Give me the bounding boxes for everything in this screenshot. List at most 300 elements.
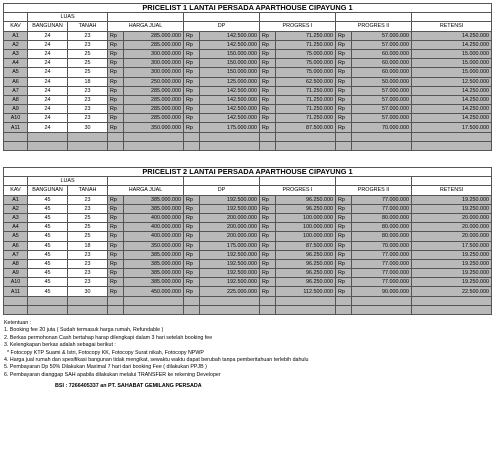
table-row bbox=[4, 59, 492, 68]
cell-harga: 285.000.000 bbox=[124, 31, 184, 40]
cell-ret: 19.250.000 bbox=[412, 204, 492, 213]
currency-cell: Rp bbox=[260, 40, 276, 49]
currency-cell: Rp bbox=[108, 105, 124, 114]
currency-cell: Rp bbox=[336, 114, 352, 123]
header-kav: KAV bbox=[4, 22, 28, 31]
cell-bangunan: 24 bbox=[28, 68, 68, 77]
header-progres-1: PROGRES I bbox=[260, 186, 336, 195]
cell-tanah: 23 bbox=[68, 259, 108, 268]
currency-cell: Rp bbox=[336, 250, 352, 259]
currency-cell: Rp bbox=[336, 269, 352, 278]
cell-dp: 142.500.000 bbox=[200, 40, 260, 49]
cell-dp: 142.500.000 bbox=[200, 86, 260, 95]
currency-cell: Rp bbox=[336, 232, 352, 241]
cell-tanah: 23 bbox=[68, 31, 108, 40]
currency-cell: Rp bbox=[336, 105, 352, 114]
cell-kav: A3 bbox=[4, 49, 28, 58]
cell-ret: 19.250.000 bbox=[412, 259, 492, 268]
cell-dp: 175.000.000 bbox=[200, 123, 260, 132]
currency-cell: Rp bbox=[108, 59, 124, 68]
currency-cell: Rp bbox=[184, 278, 200, 287]
cell-kav: A11 bbox=[4, 123, 28, 132]
cell-p1: 112.500.000 bbox=[276, 287, 336, 296]
cell-bangunan: 45 bbox=[28, 259, 68, 268]
cell-harga: 400.000.000 bbox=[124, 232, 184, 241]
cell-harga: 385.000.000 bbox=[124, 259, 184, 268]
cell-tanah: 25 bbox=[68, 213, 108, 222]
cell-dp: 142.500.000 bbox=[200, 31, 260, 40]
currency-cell: Rp bbox=[260, 31, 276, 40]
cell-ret: 12.500.000 bbox=[412, 77, 492, 86]
cell-dp: 150.000.000 bbox=[200, 49, 260, 58]
cell-dp: 175.000.000 bbox=[200, 241, 260, 250]
cell-dp: 225.000.000 bbox=[200, 287, 260, 296]
cell-dp: 192.500.000 bbox=[200, 195, 260, 204]
table-row bbox=[4, 77, 492, 86]
cell-p2: 77.000.000 bbox=[352, 259, 412, 268]
cell-kav: A8 bbox=[4, 259, 28, 268]
pricelist-table-2 bbox=[3, 167, 492, 315]
currency-cell: Rp bbox=[260, 259, 276, 268]
cell-harga: 385.000.000 bbox=[124, 269, 184, 278]
cell-tanah: 25 bbox=[68, 223, 108, 232]
cell-ret: 17.500.000 bbox=[412, 123, 492, 132]
cell-kav: A6 bbox=[4, 77, 28, 86]
cell-bangunan: 24 bbox=[28, 77, 68, 86]
table-row bbox=[4, 68, 492, 77]
cell-tanah: 23 bbox=[68, 40, 108, 49]
currency-cell: Rp bbox=[184, 213, 200, 222]
currency-cell: Rp bbox=[260, 213, 276, 222]
cell-harga: 450.000.000 bbox=[124, 287, 184, 296]
currency-cell: Rp bbox=[108, 204, 124, 213]
cell-harga: 350.000.000 bbox=[124, 123, 184, 132]
currency-cell: Rp bbox=[260, 223, 276, 232]
cell-kav: A8 bbox=[4, 95, 28, 104]
cell-kav: A7 bbox=[4, 250, 28, 259]
cell-dp: 150.000.000 bbox=[200, 59, 260, 68]
cell-bangunan: 45 bbox=[28, 232, 68, 241]
bank-account-info: BSI : 7266405337 an PT. SAHABAT GEMILANG PERSADA bbox=[55, 383, 202, 390]
cell-ret: 17.500.000 bbox=[412, 241, 492, 250]
header-dp: DP bbox=[184, 186, 260, 195]
pricelist-table-1 bbox=[3, 3, 492, 151]
currency-cell: Rp bbox=[184, 195, 200, 204]
cell-ret: 22.500.000 bbox=[412, 287, 492, 296]
currency-cell: Rp bbox=[260, 95, 276, 104]
table-title: PRICELIST 1 LANTAI PERSADA APARTHOUSE CIPAYUNG 1 bbox=[4, 4, 492, 13]
cell-kav: A2 bbox=[4, 204, 28, 213]
currency-cell: Rp bbox=[260, 250, 276, 259]
cell-bangunan: 24 bbox=[28, 31, 68, 40]
currency-cell: Rp bbox=[336, 223, 352, 232]
currency-cell: Rp bbox=[260, 114, 276, 123]
cell-p2: 77.000.000 bbox=[352, 278, 412, 287]
table-row bbox=[4, 269, 492, 278]
header-kav: KAV bbox=[4, 186, 28, 195]
cell-p2: 60.000.000 bbox=[352, 49, 412, 58]
cell-harga: 285.000.000 bbox=[124, 95, 184, 104]
cell-bangunan: 45 bbox=[28, 269, 68, 278]
cell-p1: 96.250.000 bbox=[276, 250, 336, 259]
cell-tanah: 30 bbox=[68, 123, 108, 132]
currency-cell: Rp bbox=[184, 49, 200, 58]
cell-tanah: 25 bbox=[68, 232, 108, 241]
header-progres-2: PROGRES II bbox=[336, 186, 412, 195]
cell-dp: 200.000.000 bbox=[200, 232, 260, 241]
cell-p1: 71.250.000 bbox=[276, 40, 336, 49]
table-row bbox=[4, 95, 492, 104]
currency-cell: Rp bbox=[184, 269, 200, 278]
currency-cell: Rp bbox=[336, 204, 352, 213]
cell-kav: A3 bbox=[4, 213, 28, 222]
cell-p2: 60.000.000 bbox=[352, 68, 412, 77]
currency-cell: Rp bbox=[260, 123, 276, 132]
cell-p1: 100.000.000 bbox=[276, 232, 336, 241]
table-row bbox=[4, 114, 492, 123]
cell-p1: 100.000.000 bbox=[276, 223, 336, 232]
currency-cell: Rp bbox=[184, 59, 200, 68]
cell-tanah: 23 bbox=[68, 269, 108, 278]
cell-bangunan: 45 bbox=[28, 195, 68, 204]
cell-harga: 385.000.000 bbox=[124, 250, 184, 259]
currency-cell: Rp bbox=[184, 204, 200, 213]
table-row bbox=[4, 259, 492, 268]
cell-ret: 14.250.000 bbox=[412, 40, 492, 49]
cell-p2: 80.000.000 bbox=[352, 232, 412, 241]
currency-cell: Rp bbox=[184, 287, 200, 296]
header-luas: LUAS bbox=[28, 13, 108, 22]
table-row bbox=[4, 287, 492, 296]
cell-bangunan: 45 bbox=[28, 250, 68, 259]
currency-cell: Rp bbox=[260, 278, 276, 287]
cell-p2: 50.000.000 bbox=[352, 77, 412, 86]
cell-p2: 80.000.000 bbox=[352, 223, 412, 232]
cell-p1: 96.250.000 bbox=[276, 259, 336, 268]
cell-bangunan: 24 bbox=[28, 40, 68, 49]
currency-cell: Rp bbox=[108, 68, 124, 77]
cell-ret: 14.250.000 bbox=[412, 31, 492, 40]
cell-harga: 350.000.000 bbox=[124, 241, 184, 250]
cell-bangunan: 24 bbox=[28, 95, 68, 104]
currency-cell: Rp bbox=[336, 77, 352, 86]
currency-cell: Rp bbox=[108, 269, 124, 278]
header-bangunan: BANGUNAN bbox=[28, 186, 68, 195]
currency-cell: Rp bbox=[184, 241, 200, 250]
cell-bangunan: 45 bbox=[28, 204, 68, 213]
cell-tanah: 23 bbox=[68, 195, 108, 204]
cell-harga: 300.000.000 bbox=[124, 68, 184, 77]
cell-harga: 285.000.000 bbox=[124, 40, 184, 49]
header-progres-2: PROGRES II bbox=[336, 22, 412, 31]
cell-tanah: 18 bbox=[68, 241, 108, 250]
cell-p2: 90.000.000 bbox=[352, 287, 412, 296]
cell-p2: 80.000.000 bbox=[352, 213, 412, 222]
currency-cell: Rp bbox=[108, 95, 124, 104]
currency-cell: Rp bbox=[260, 204, 276, 213]
currency-cell: Rp bbox=[260, 49, 276, 58]
cell-dp: 142.500.000 bbox=[200, 95, 260, 104]
currency-cell: Rp bbox=[336, 241, 352, 250]
cell-p1: 75.000.000 bbox=[276, 49, 336, 58]
cell-kav: A5 bbox=[4, 232, 28, 241]
cell-kav: A6 bbox=[4, 241, 28, 250]
table-row bbox=[4, 241, 492, 250]
cell-dp: 142.500.000 bbox=[200, 114, 260, 123]
currency-cell: Rp bbox=[184, 223, 200, 232]
header-bangunan: BANGUNAN bbox=[28, 22, 68, 31]
currency-cell: Rp bbox=[260, 232, 276, 241]
cell-p1: 62.500.000 bbox=[276, 77, 336, 86]
term-item: 4. Harga jual rumah dan spesifikasi bangunan tidak mengikat, sewaktu waktu dapat berubah tanpa pemberitahuan terlebih dahulu bbox=[4, 357, 309, 364]
cell-p1: 96.250.000 bbox=[276, 195, 336, 204]
cell-p2: 77.000.000 bbox=[352, 195, 412, 204]
cell-tanah: 23 bbox=[68, 278, 108, 287]
cell-p2: 57.000.000 bbox=[352, 40, 412, 49]
currency-cell: Rp bbox=[184, 86, 200, 95]
cell-p1: 96.250.000 bbox=[276, 204, 336, 213]
cell-tanah: 23 bbox=[68, 250, 108, 259]
cell-p1: 96.250.000 bbox=[276, 278, 336, 287]
cell-tanah: 23 bbox=[68, 95, 108, 104]
term-item: 1. Booking fee 20 juta ( Sudah termasuk harga rumah, Refundable ) bbox=[4, 327, 164, 334]
cell-dp: 150.000.000 bbox=[200, 68, 260, 77]
cell-p2: 57.000.000 bbox=[352, 105, 412, 114]
cell-p1: 100.000.000 bbox=[276, 213, 336, 222]
currency-cell: Rp bbox=[336, 213, 352, 222]
term-item: 5. Pembayaran Dp 50% Dilakukan Maximal 7 hari dari booking Fee ( dilakukan PPJB ) bbox=[4, 364, 207, 371]
table-row bbox=[4, 204, 492, 213]
table-row bbox=[4, 105, 492, 114]
cell-p2: 70.000.000 bbox=[352, 123, 412, 132]
cell-bangunan: 24 bbox=[28, 59, 68, 68]
cell-harga: 285.000.000 bbox=[124, 114, 184, 123]
currency-cell: Rp bbox=[336, 123, 352, 132]
cell-dp: 125.000.000 bbox=[200, 77, 260, 86]
header-retensi: RETENSI bbox=[412, 186, 492, 195]
currency-cell: Rp bbox=[184, 259, 200, 268]
term-item: 2. Berkas permohonan Cash bertahap harap dilengkapi dalam 3 hari setelah booking fee bbox=[4, 334, 213, 341]
currency-cell: Rp bbox=[336, 95, 352, 104]
cell-tanah: 23 bbox=[68, 204, 108, 213]
currency-cell: Rp bbox=[184, 250, 200, 259]
cell-tanah: 25 bbox=[68, 59, 108, 68]
currency-cell: Rp bbox=[108, 287, 124, 296]
cell-dp: 200.000.000 bbox=[200, 213, 260, 222]
cell-p1: 87.500.000 bbox=[276, 241, 336, 250]
cell-tanah: 18 bbox=[68, 77, 108, 86]
currency-cell: Rp bbox=[184, 68, 200, 77]
currency-cell: Rp bbox=[108, 49, 124, 58]
cell-dp: 142.500.000 bbox=[200, 105, 260, 114]
currency-cell: Rp bbox=[108, 195, 124, 204]
cell-bangunan: 45 bbox=[28, 213, 68, 222]
table-row bbox=[4, 278, 492, 287]
table-row bbox=[4, 40, 492, 49]
header-retensi: RETENSI bbox=[412, 22, 492, 31]
header-harga-jual: HARGA JUAL bbox=[108, 186, 184, 195]
cell-tanah: 30 bbox=[68, 287, 108, 296]
table-row bbox=[4, 86, 492, 95]
table-title: PRICELIST 2 LANTAI PERSADA APARTHOUSE CIPAYUNG 1 bbox=[4, 168, 492, 177]
term-item: 3. Kelengkapan berkas adalah sebagai berikut : bbox=[4, 342, 116, 349]
header-tanah: TANAH bbox=[68, 186, 108, 195]
currency-cell: Rp bbox=[336, 287, 352, 296]
cell-ret: 14.250.000 bbox=[412, 95, 492, 104]
currency-cell: Rp bbox=[108, 31, 124, 40]
currency-cell: Rp bbox=[336, 195, 352, 204]
cell-bangunan: 45 bbox=[28, 241, 68, 250]
currency-cell: Rp bbox=[184, 77, 200, 86]
cell-tanah: 23 bbox=[68, 114, 108, 123]
cell-harga: 300.000.000 bbox=[124, 59, 184, 68]
term-item: * Fotocopy KTP Suami & Istri, Fotocopy KK, Fotocopy Surat nikah, Fotocopy NPWP bbox=[7, 349, 204, 356]
cell-bangunan: 45 bbox=[28, 287, 68, 296]
cell-p1: 87.500.000 bbox=[276, 123, 336, 132]
cell-kav: A10 bbox=[4, 114, 28, 123]
terms-section bbox=[3, 320, 491, 391]
currency-cell: Rp bbox=[108, 40, 124, 49]
cell-bangunan: 24 bbox=[28, 86, 68, 95]
cell-ret: 14.250.000 bbox=[412, 114, 492, 123]
cell-p1: 71.250.000 bbox=[276, 105, 336, 114]
cell-kav: A4 bbox=[4, 223, 28, 232]
cell-ret: 20.000.000 bbox=[412, 223, 492, 232]
cell-tanah: 25 bbox=[68, 68, 108, 77]
cell-harga: 385.000.000 bbox=[124, 204, 184, 213]
cell-tanah: 23 bbox=[68, 105, 108, 114]
currency-cell: Rp bbox=[260, 86, 276, 95]
cell-kav: A2 bbox=[4, 40, 28, 49]
cell-dp: 192.500.000 bbox=[200, 269, 260, 278]
cell-bangunan: 24 bbox=[28, 49, 68, 58]
cell-bangunan: 24 bbox=[28, 105, 68, 114]
table-row bbox=[4, 123, 492, 132]
cell-bangunan: 24 bbox=[28, 123, 68, 132]
cell-p2: 77.000.000 bbox=[352, 269, 412, 278]
cell-ret: 15.000.000 bbox=[412, 59, 492, 68]
currency-cell: Rp bbox=[108, 232, 124, 241]
cell-harga: 300.000.000 bbox=[124, 49, 184, 58]
currency-cell: Rp bbox=[260, 195, 276, 204]
cell-dp: 192.500.000 bbox=[200, 250, 260, 259]
cell-p2: 57.000.000 bbox=[352, 114, 412, 123]
table-row bbox=[4, 31, 492, 40]
currency-cell: Rp bbox=[260, 287, 276, 296]
pricelist-sheet bbox=[3, 3, 491, 391]
currency-cell: Rp bbox=[184, 114, 200, 123]
currency-cell: Rp bbox=[184, 105, 200, 114]
currency-cell: Rp bbox=[108, 250, 124, 259]
cell-p1: 71.250.000 bbox=[276, 114, 336, 123]
cell-p2: 77.000.000 bbox=[352, 204, 412, 213]
cell-ret: 15.000.000 bbox=[412, 68, 492, 77]
cell-kav: A11 bbox=[4, 287, 28, 296]
currency-cell: Rp bbox=[336, 278, 352, 287]
cell-p2: 60.000.000 bbox=[352, 59, 412, 68]
cell-dp: 200.000.000 bbox=[200, 223, 260, 232]
cell-harga: 250.000.000 bbox=[124, 77, 184, 86]
cell-dp: 192.500.000 bbox=[200, 204, 260, 213]
currency-cell: Rp bbox=[336, 40, 352, 49]
currency-cell: Rp bbox=[184, 31, 200, 40]
cell-p1: 71.250.000 bbox=[276, 95, 336, 104]
cell-harga: 285.000.000 bbox=[124, 105, 184, 114]
cell-ret: 15.000.000 bbox=[412, 49, 492, 58]
cell-p1: 75.000.000 bbox=[276, 59, 336, 68]
cell-ret: 19.250.000 bbox=[412, 250, 492, 259]
header-tanah: TANAH bbox=[68, 22, 108, 31]
cell-harga: 400.000.000 bbox=[124, 213, 184, 222]
cell-tanah: 23 bbox=[68, 86, 108, 95]
currency-cell: Rp bbox=[108, 86, 124, 95]
currency-cell: Rp bbox=[260, 269, 276, 278]
currency-cell: Rp bbox=[260, 59, 276, 68]
cell-kav: A5 bbox=[4, 68, 28, 77]
cell-dp: 192.500.000 bbox=[200, 278, 260, 287]
cell-p1: 71.250.000 bbox=[276, 86, 336, 95]
cell-ret: 14.250.000 bbox=[412, 86, 492, 95]
table-row bbox=[4, 250, 492, 259]
currency-cell: Rp bbox=[108, 213, 124, 222]
cell-bangunan: 45 bbox=[28, 223, 68, 232]
cell-ret: 19.250.000 bbox=[412, 278, 492, 287]
cell-ret: 20.000.000 bbox=[412, 232, 492, 241]
header-dp: DP bbox=[184, 22, 260, 31]
currency-cell: Rp bbox=[108, 114, 124, 123]
cell-harga: 400.000.000 bbox=[124, 223, 184, 232]
table-row bbox=[4, 213, 492, 222]
currency-cell: Rp bbox=[260, 241, 276, 250]
cell-harga: 385.000.000 bbox=[124, 278, 184, 287]
currency-cell: Rp bbox=[184, 232, 200, 241]
cell-tanah: 25 bbox=[68, 49, 108, 58]
currency-cell: Rp bbox=[336, 259, 352, 268]
cell-kav: A9 bbox=[4, 105, 28, 114]
cell-kav: A1 bbox=[4, 195, 28, 204]
header-luas: LUAS bbox=[28, 177, 108, 186]
currency-cell: Rp bbox=[184, 40, 200, 49]
cell-harga: 385.000.000 bbox=[124, 195, 184, 204]
table-row bbox=[4, 195, 492, 204]
cell-p1: 71.250.000 bbox=[276, 31, 336, 40]
cell-p2: 57.000.000 bbox=[352, 95, 412, 104]
currency-cell: Rp bbox=[108, 223, 124, 232]
cell-p2: 57.000.000 bbox=[352, 31, 412, 40]
header-harga-jual: HARGA JUAL bbox=[108, 22, 184, 31]
term-item: 6. Pembayaran dianggap SAH apabila dilakukan melalui TRANSFER ke rekening Developer bbox=[4, 371, 221, 378]
table-row bbox=[4, 223, 492, 232]
currency-cell: Rp bbox=[336, 59, 352, 68]
cell-p1: 96.250.000 bbox=[276, 269, 336, 278]
currency-cell: Rp bbox=[108, 278, 124, 287]
table-row bbox=[4, 49, 492, 58]
currency-cell: Rp bbox=[336, 86, 352, 95]
header-progres-1: PROGRES I bbox=[260, 22, 336, 31]
cell-bangunan: 45 bbox=[28, 278, 68, 287]
currency-cell: Rp bbox=[108, 259, 124, 268]
currency-cell: Rp bbox=[108, 241, 124, 250]
cell-dp: 192.500.000 bbox=[200, 259, 260, 268]
currency-cell: Rp bbox=[184, 123, 200, 132]
currency-cell: Rp bbox=[108, 123, 124, 132]
cell-ret: 20.000.000 bbox=[412, 213, 492, 222]
cell-kav: A7 bbox=[4, 86, 28, 95]
cell-ret: 14.250.000 bbox=[412, 105, 492, 114]
currency-cell: Rp bbox=[260, 77, 276, 86]
currency-cell: Rp bbox=[336, 68, 352, 77]
cell-kav: A10 bbox=[4, 278, 28, 287]
